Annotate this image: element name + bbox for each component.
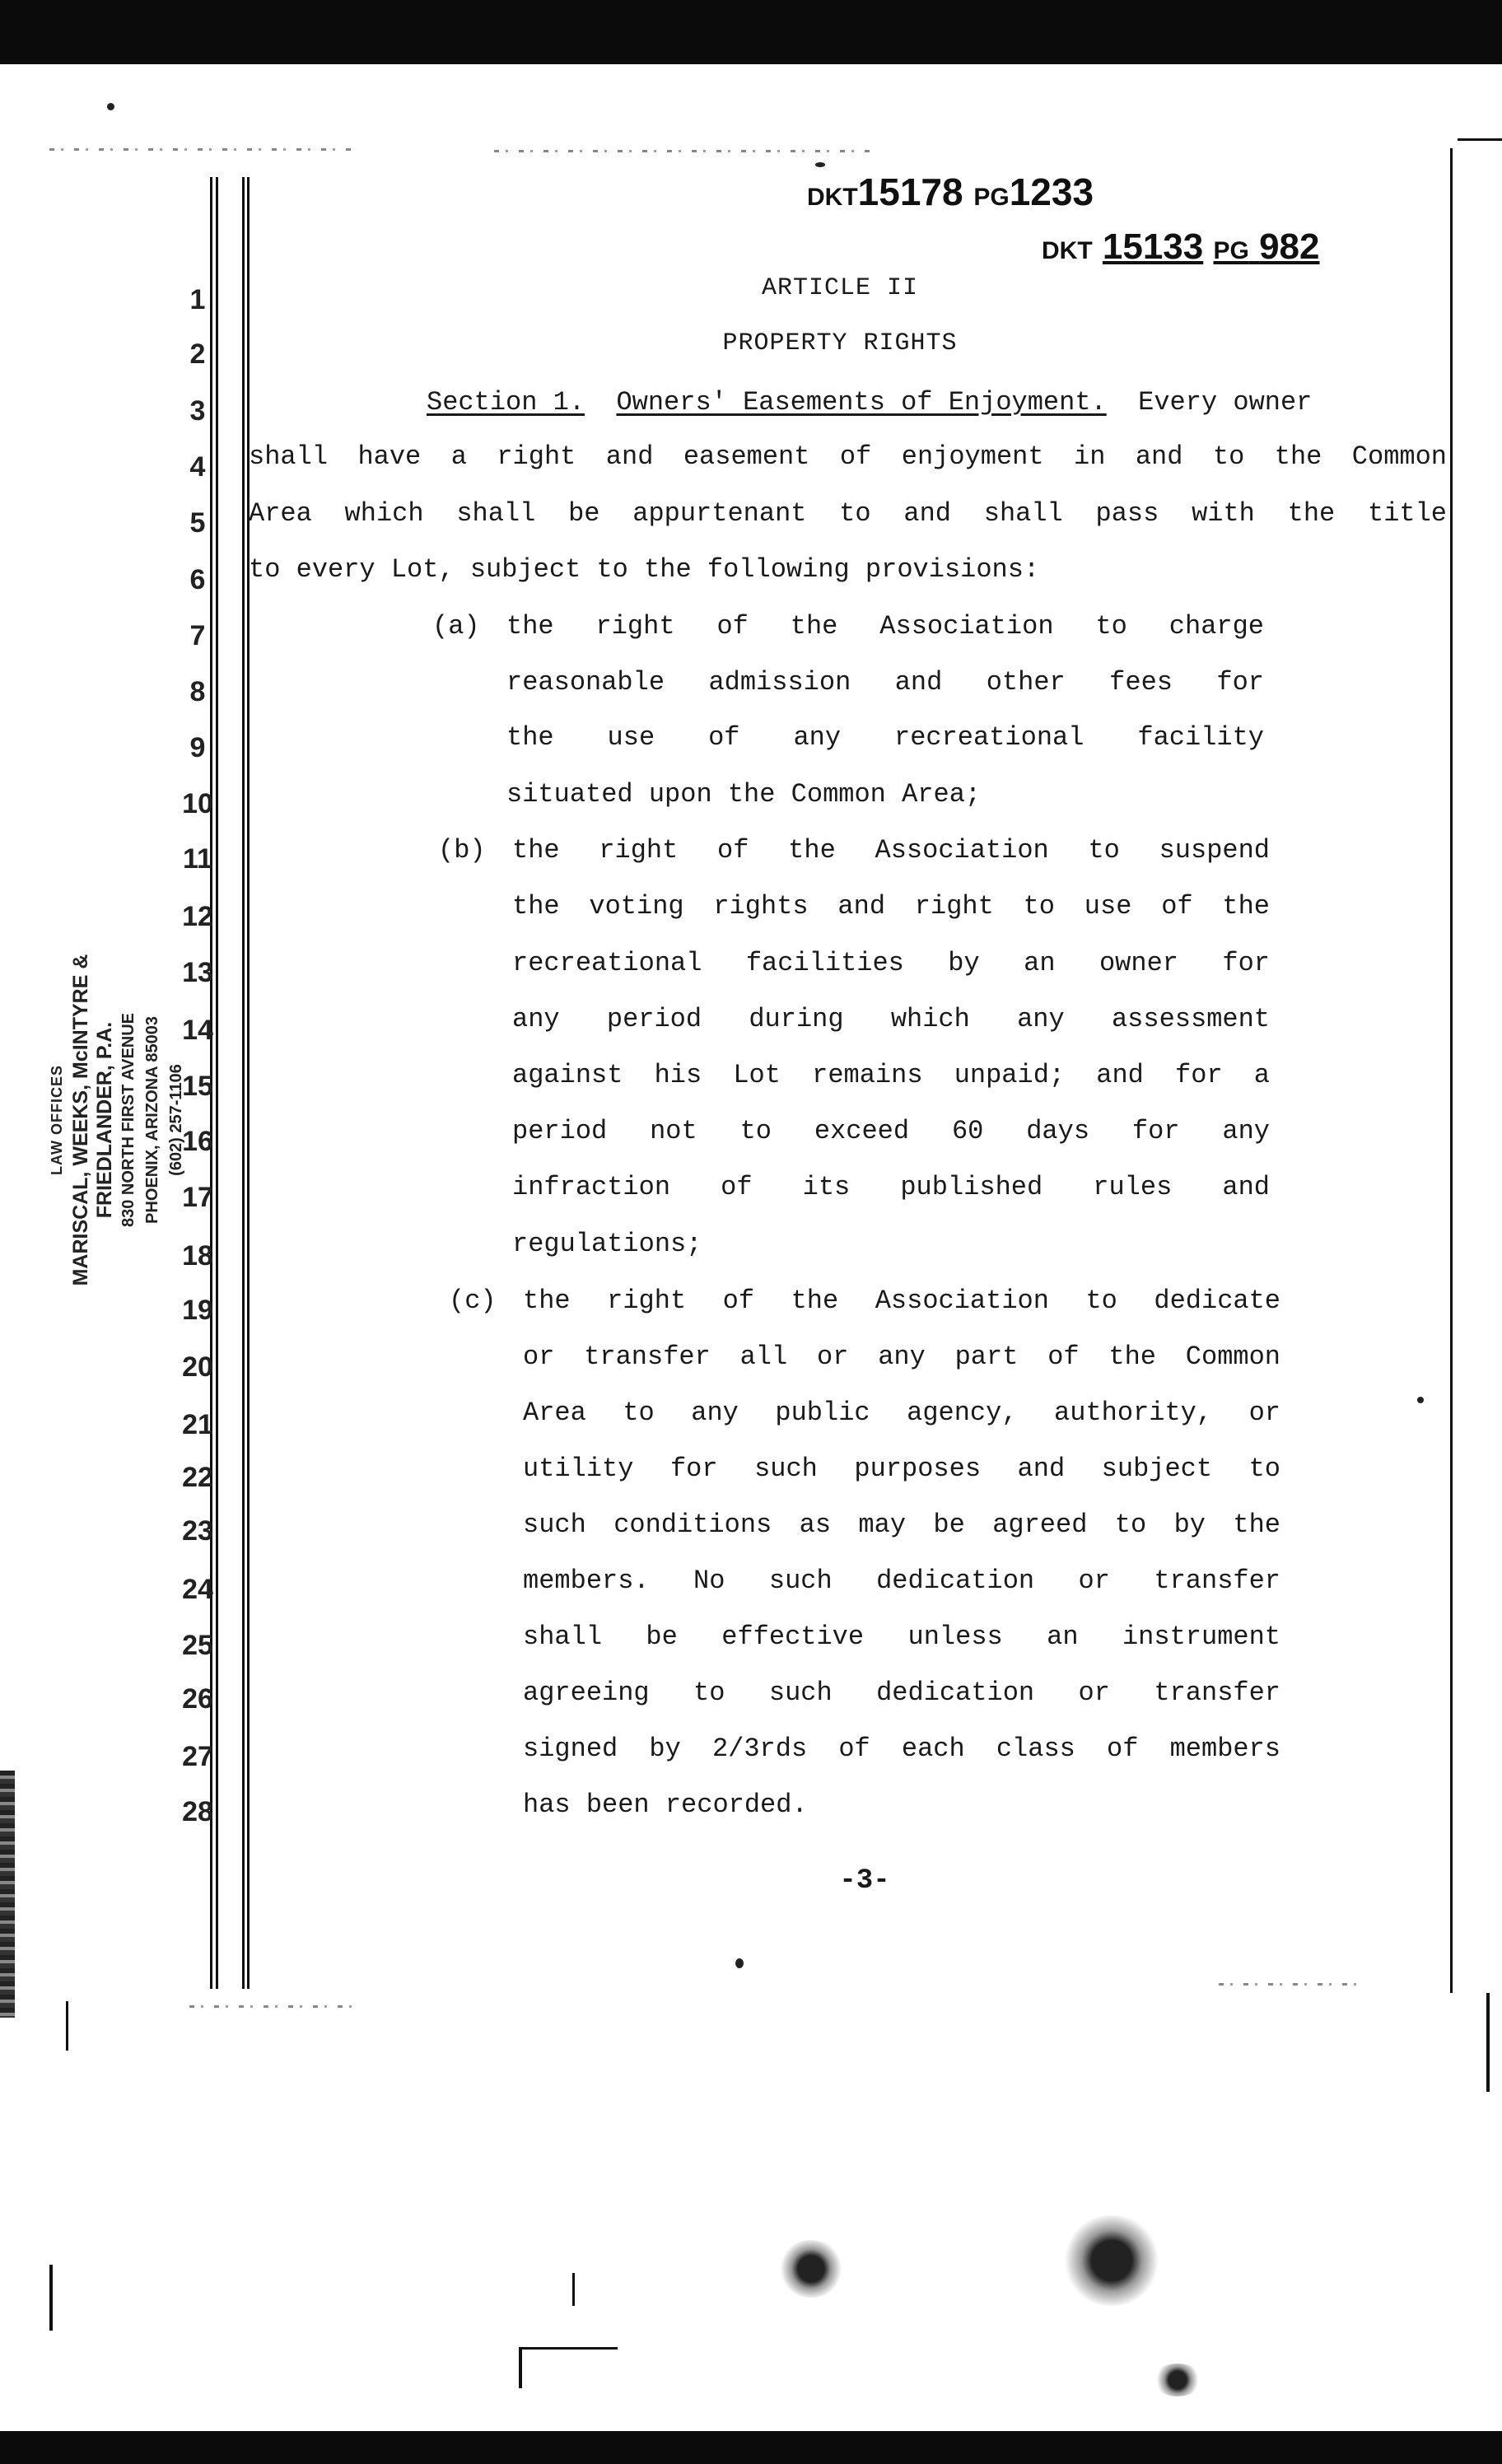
line-number: 8 (189, 676, 206, 707)
body-line: shall have a right and easement of enjoyment in and to the Common (249, 441, 1447, 472)
line-number: 27 (182, 1741, 213, 1772)
line-number: 5 (189, 507, 206, 539)
line-number: 26 (182, 1683, 213, 1715)
line-number: 9 (189, 732, 206, 763)
docket-page: 982 (1259, 226, 1320, 267)
scan-smudge (778, 2240, 844, 2298)
scan-smudge (1062, 2215, 1161, 2306)
line-number: 12 (182, 901, 213, 932)
line-number: 7 (189, 620, 206, 651)
provision-line: against his Lot remains unpaid; and for a (512, 1060, 1270, 1090)
line-number: 22 (182, 1462, 213, 1493)
body-line: to every Lot, subject to the following provisions: (249, 554, 1040, 585)
scan-speck (1417, 1397, 1424, 1403)
provision-line: the right of the Association to charge (506, 611, 1264, 642)
line-number: 19 (182, 1295, 213, 1326)
line-number: 28 (182, 1796, 213, 1827)
body-line: Area which shall be appurtenant to and shall pass with the title (249, 498, 1447, 529)
docket-number: 15133 (1102, 226, 1204, 267)
line-number: 21 (182, 1409, 213, 1440)
scan-noise (494, 150, 873, 152)
section-heading: Owners' Easements of Enjoyment. (616, 387, 1107, 418)
sidebar-firm-name: MARISCAL, WEEKS, McINTYRE & FRIEDLANDER, P.A. (69, 954, 116, 1286)
line-number: 4 (189, 451, 206, 483)
line-number: 23 (182, 1515, 213, 1547)
provision-line: recreational facilities by an owner for (512, 948, 1270, 978)
provision-line: such conditions as may be agreed to by the (523, 1510, 1280, 1540)
line-number: 1 (189, 284, 206, 315)
scan-rule-mark (519, 2347, 618, 2350)
line-number: 20 (182, 1351, 213, 1383)
provision-line: situated upon the Common Area; (506, 779, 982, 810)
page-prefix: PG (1213, 237, 1249, 264)
provision-line: the voting rights and right to use of the (512, 891, 1270, 922)
scan-noise (49, 148, 354, 151)
line-number: 11 (183, 843, 212, 875)
provision-marker-a: (a) (432, 611, 480, 642)
provision-line: period not to exceed 60 days for any (512, 1116, 1270, 1146)
section-lead-line (427, 387, 1312, 418)
section-label: Section 1. (427, 387, 585, 418)
line-number: 25 (182, 1630, 213, 1661)
scan-rule-mark (572, 2273, 575, 2306)
sidebar-street: 830 NORTH FIRST AVENUE (119, 1012, 138, 1228)
scan-rule-mark (519, 2347, 522, 2388)
law-office-sidebar (45, 889, 185, 1351)
provision-line: reasonable admission and other fees for (506, 667, 1264, 698)
line-number: 2 (189, 338, 206, 370)
right-margin-rule (1450, 148, 1453, 1993)
scan-speck (815, 162, 825, 167)
line-number: 16 (182, 1126, 213, 1157)
scan-bottom-border (0, 2431, 1502, 2464)
provision-line: the right of the Association to dedicate (523, 1286, 1280, 1316)
sidebar-phone: (602) 257-1106 (167, 1064, 185, 1176)
page-prefix: PG (973, 184, 1010, 211)
sidebar-city: PHOENIX, ARIZONA 85003 (143, 1016, 161, 1224)
section-lead-text: Every owner (1138, 387, 1313, 418)
scan-rule-mark (49, 2265, 53, 2331)
left-margin-double-rule (242, 177, 245, 1989)
scan-rule-mark (1486, 1993, 1490, 2092)
docket-stamp-primary (807, 170, 1094, 214)
provision-line: signed by 2/3rds of each class of members (523, 1734, 1280, 1764)
provision-line: infraction of its published rules and (512, 1172, 1270, 1202)
provision-line: or transfer all or any part of the Common (523, 1342, 1280, 1372)
line-number: 6 (189, 564, 206, 595)
line-number: 10 (182, 788, 213, 819)
line-number: 3 (189, 395, 206, 427)
provision-line: agreeing to such dedication or transfer (523, 1678, 1280, 1708)
provision-marker-c: (c) (449, 1286, 497, 1316)
line-number: 14 (182, 1015, 213, 1046)
provision-line: members. No such dedication or transfer (523, 1566, 1280, 1596)
docket-stamp-secondary (1042, 226, 1320, 268)
provision-line: regulations; (512, 1229, 702, 1259)
scan-rule-mark (1458, 138, 1502, 141)
scan-speck (107, 103, 114, 110)
docket-page: 1233 (1009, 170, 1094, 213)
provision-line: shall be effective unless an instrument (523, 1622, 1280, 1652)
sidebar-heading: LAW OFFICES (49, 1065, 65, 1175)
docket-prefix: DKT (807, 184, 858, 211)
article-title: PROPERTY RIGHTS (722, 329, 958, 357)
line-number: 17 (182, 1182, 213, 1213)
line-number: 15 (182, 1071, 213, 1102)
line-number: 18 (182, 1240, 213, 1272)
line-number: 13 (182, 957, 213, 988)
scan-noise (1219, 1983, 1359, 1986)
provision-marker-b: (b) (438, 835, 486, 866)
provision-line: Area to any public agency, authority, or (523, 1398, 1280, 1428)
provision-line: any period during which any assessment (512, 1004, 1270, 1034)
scan-rule-mark (66, 2001, 68, 2051)
line-number: 24 (182, 1574, 213, 1605)
scan-speck (735, 1958, 744, 1968)
docket-number: 15178 (857, 170, 963, 213)
article-heading: ARTICLE II (761, 274, 919, 302)
scan-noise (189, 2005, 354, 2008)
page-number: -3- (839, 1865, 890, 1897)
provision-line: the use of any recreational facility (506, 722, 1264, 753)
provision-line: the right of the Association to suspend (512, 835, 1270, 866)
docket-prefix: DKT (1042, 237, 1093, 264)
scan-smudge (1153, 2364, 1202, 2396)
provision-line: utility for such purposes and subject to (523, 1454, 1280, 1484)
scan-top-border (0, 0, 1502, 64)
provision-line: has been recorded. (523, 1790, 808, 1820)
